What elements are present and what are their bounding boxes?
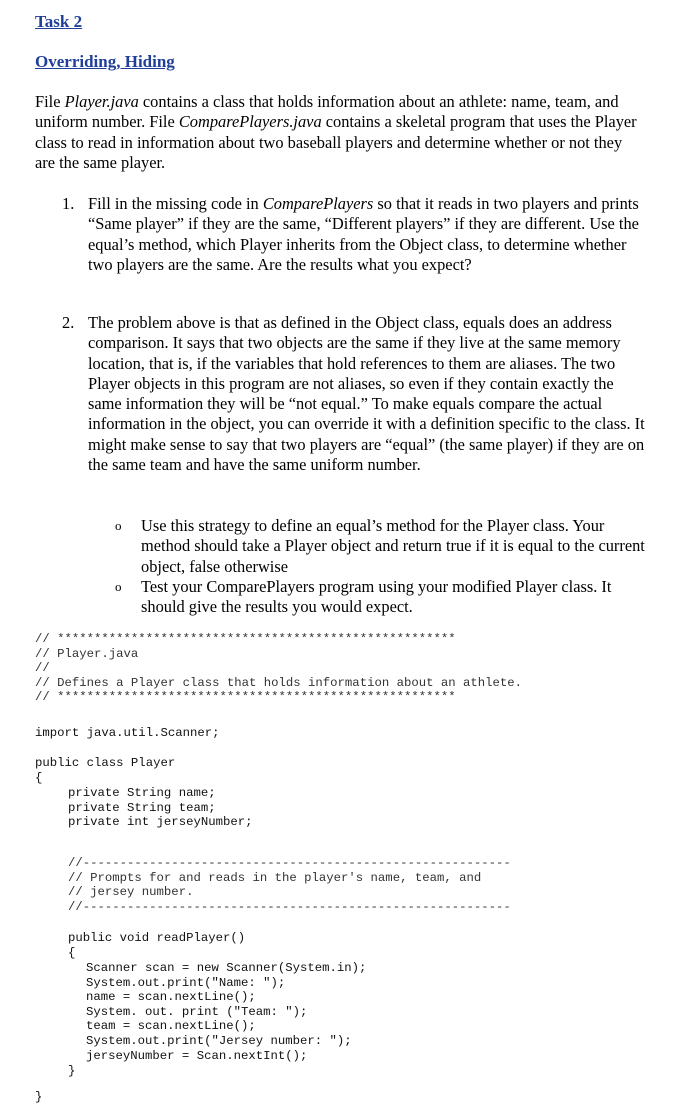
bullet-text: Test your ComparePlayers program using your modified Player class. It should give the results you would expect. <box>141 577 612 617</box>
intro-paragraph <box>35 92 645 173</box>
italic-text-run: ComparePlayers.java <box>178 112 322 132</box>
code-method-signature: public void readPlayer() { <box>68 931 246 960</box>
section-title: Overriding, Hiding <box>35 52 175 71</box>
text-run: so that it reads in two players and prints “Same player” if they are the same, “Different players” if they are different. Use the equal’s method, which Player inherits from the Object class, to determine whether two players are the same. Are the results what you expect? <box>88 194 639 274</box>
text-run: The problem above is that as defined in the Object class, equals does an address comparison. It says that two objects are the same if they live at the same memory location, that is, if the variables that hold references to them are aliases. The two Player objects in this program are not aliases, so even if they contain exactly the same information they will be “not equal.” To make equals compare the actual information in the object, you can override it with a definition specific to the class. It might make sense to say that two players are “equal” (the same player) if they are on the same team and have the same uniform number. <box>88 313 645 475</box>
code-import: import java.util.Scanner; <box>35 726 220 740</box>
code-method-close: } <box>68 1064 76 1078</box>
step-text <box>88 313 648 475</box>
task-title: Task 2 <box>35 12 83 31</box>
step-text <box>88 194 648 275</box>
text-run: File <box>35 92 65 111</box>
bullet-text: Use this strategy to define an equal’s method for the Player class. Your method should take a Player object and return true if it is equal to the current object, false otherwise <box>141 516 645 576</box>
text-run: contains a class that holds information about an athlete: name, team, and uniform number. File <box>35 92 619 132</box>
code-method-comment: //---------------------------------------------------------- // Prompts for and reads in the player's name, team, and // jersey number. //---------------------------------------------------------- <box>68 856 511 914</box>
italic-text-run: ComparePlayers <box>262 194 374 213</box>
step-number: 2. <box>62 313 75 332</box>
bullet-marker: o <box>115 579 122 594</box>
code-method-body: Scanner scan = new Scanner(System.in); System.out.print("Name: "); name = scan.nextLine(); System. out. print ("Team: "); team = scan.nextLine(); System.out.print("Jersey number: "); jerseyNumber = Scan.nextInt(); <box>86 961 367 1063</box>
code-class-declaration: public class Player { <box>35 756 176 785</box>
text-run: Fill in the missing code in <box>88 194 263 213</box>
code-header-comment: // ****************************************************** // Player.java // // Defines a Player class that holds information about an athlete. // ****************************************************** <box>35 632 523 705</box>
code-fields: private String name; private String team; private int jerseyNumber; <box>68 786 253 830</box>
code-class-close: } <box>35 1090 43 1104</box>
italic-text-run: Player.java <box>64 92 139 111</box>
step-number: 1. <box>62 194 75 213</box>
text-run: contains a skeletal program that uses the Player class to read in information about two baseball players and determine whether or not they are the same player. <box>35 112 637 172</box>
bullet-marker: o <box>115 518 122 533</box>
